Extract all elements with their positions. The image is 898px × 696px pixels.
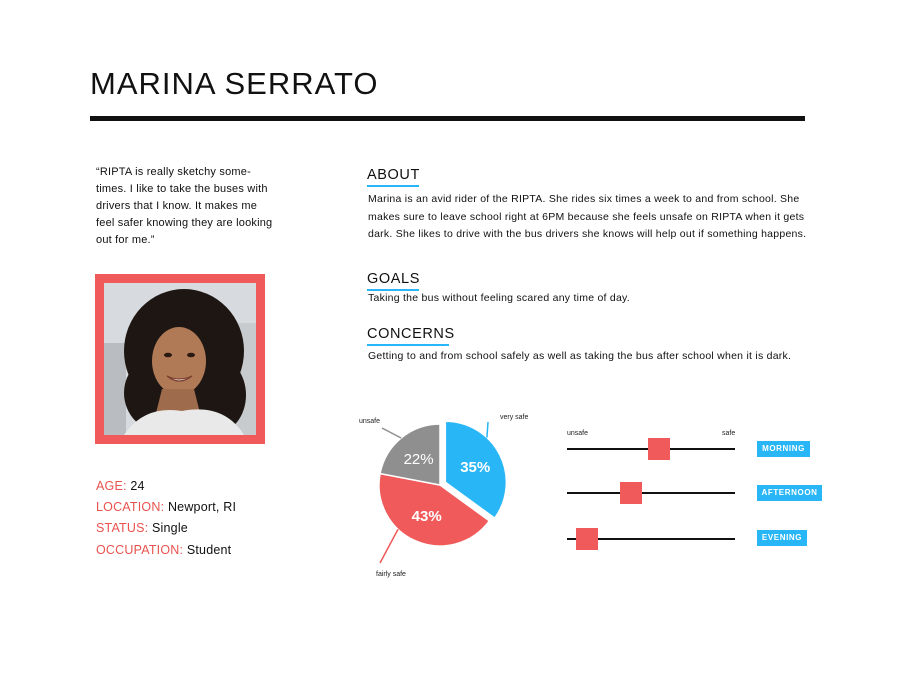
- about-underline: [367, 185, 419, 187]
- pie-label-fairly-safe: fairly safe: [376, 571, 406, 578]
- detail-label: OCCUPATION:: [96, 543, 184, 557]
- detail-value: Newport, RI: [167, 500, 237, 514]
- slider-knob-afternoon[interactable]: [620, 482, 642, 504]
- concerns-heading: CONCERNS: [367, 326, 455, 342]
- title-divider: [90, 116, 805, 121]
- badge-afternoon: AFTERNOON: [757, 485, 822, 501]
- persona-quote: “RIPTA is really sketchy some- times. I like to take the buses with drivers that I know. It makes me feel safer knowing they are looking out for me.”: [96, 166, 273, 246]
- scale-max-label: safe: [722, 430, 736, 437]
- pie-value-label: 43%: [411, 507, 442, 525]
- about-heading: ABOUT: [367, 167, 420, 183]
- pie-callout-line: [487, 422, 488, 438]
- goals-text: Taking the bus without feeling scared any time of day.: [368, 292, 630, 304]
- slider-track-afternoon: [567, 492, 735, 494]
- slider-knob-morning[interactable]: [648, 438, 670, 460]
- pie-label-unsafe: unsafe: [359, 418, 381, 425]
- persona-name: MARINA SERRATO: [90, 66, 379, 101]
- detail-value: 24: [130, 479, 145, 493]
- goals-heading: GOALS: [367, 271, 420, 287]
- safety-pie-chart: [340, 400, 550, 590]
- detail-value: Single: [152, 521, 188, 535]
- about-text: Marina is an avid rider of the RIPTA. She rides six times a week to and from school. She makes sure to leave school right at 6PM because she feels unsafe on RIPTA when it gets dark. She likes to drive with the bus drivers she knows will help out if something happens.: [368, 193, 807, 240]
- detail-value: Student: [186, 543, 232, 557]
- detail-label: LOCATION:: [96, 500, 165, 514]
- pie-callout-line: [380, 529, 398, 563]
- concerns-text: Getting to and from school safely as well as taking the bus after school when it is dark.: [368, 350, 792, 362]
- detail-location: [96, 500, 236, 514]
- photo-frame: [95, 274, 265, 444]
- detail-status: [96, 521, 188, 535]
- detail-age: [96, 479, 145, 493]
- detail-label: STATUS:: [96, 521, 149, 535]
- scale-min-label: unsafe: [567, 430, 589, 437]
- badge-evening: EVENING: [757, 530, 807, 546]
- concerns-underline: [367, 344, 449, 346]
- portrait-photo-icon: [104, 283, 256, 435]
- pie-value-label: 22%: [403, 451, 434, 469]
- badge-morning: MORNING: [757, 441, 810, 457]
- slider-knob-evening[interactable]: [576, 528, 598, 550]
- detail-label: AGE:: [96, 479, 127, 493]
- detail-occupation: [96, 543, 231, 557]
- pie-label-very-safe: very safe: [500, 414, 529, 421]
- pie-value-label: 35%: [460, 459, 491, 477]
- pie-callout-line: [382, 428, 401, 438]
